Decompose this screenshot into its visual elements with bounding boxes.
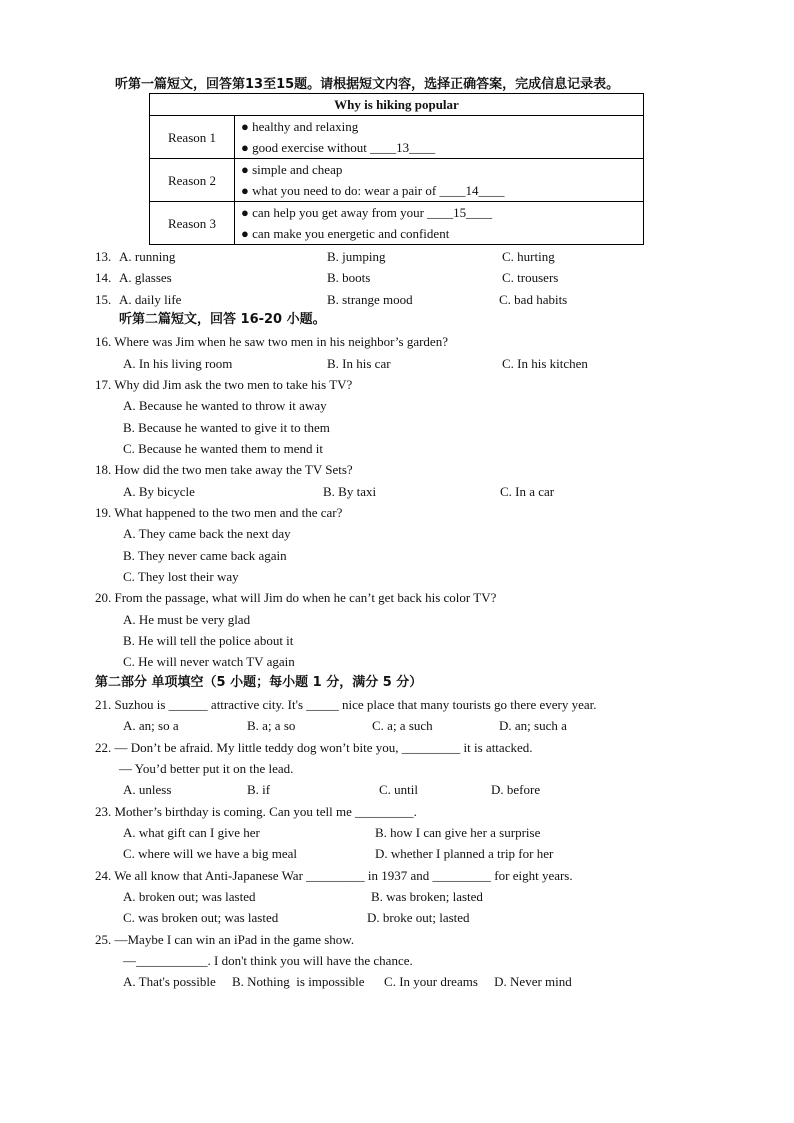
option-c: C. until	[379, 782, 419, 797]
bullet-item: ● can help you get away from your ____15____	[241, 205, 493, 220]
table-row	[150, 116, 644, 159]
option-c: C. bad habits	[499, 292, 568, 307]
reason-label: Reason 2	[150, 159, 235, 202]
option-a: A. unless	[123, 782, 172, 797]
option-c: C. He will never watch TV again	[123, 654, 295, 669]
question-stem: 20. From the passage, what will Jim do when he can’t get back his color TV?	[95, 590, 497, 605]
option-b: B. In his car	[327, 356, 391, 371]
option-a: A. daily life	[119, 292, 182, 307]
section1-instruction: 听第一篇短文，回答第13至15题。请根据短文内容，选择正确答案，完成信息记录表。	[115, 77, 620, 92]
options-line: A. That's possible B. Nothing is impossible C. In your dreams D. Never mind	[123, 974, 572, 989]
option-c: C. hurting	[502, 249, 555, 264]
question-stem: 16. Where was Jim when he saw two men in his neighbor’s garden?	[95, 334, 448, 349]
option-c: C. trousers	[502, 270, 559, 285]
option-b: B. was broken; lasted	[371, 889, 483, 904]
option-a: A. what gift can I give her	[123, 825, 260, 840]
question-stem-reply: — You’d better put it on the lead.	[119, 761, 294, 776]
option-a: A. glasses	[119, 270, 172, 285]
option-b: B. if	[247, 782, 271, 797]
question-stem: 19. What happened to the two men and the car?	[95, 505, 343, 520]
question-number: 14.	[95, 270, 112, 285]
option-b: B. boots	[327, 270, 371, 285]
question-number: 13.	[95, 249, 112, 264]
reason-label: Reason 3	[150, 202, 235, 245]
option-a: A. Because he wanted to throw it away	[123, 398, 327, 413]
table-row	[150, 202, 644, 245]
option-c: C. where will we have a big meal	[123, 846, 297, 861]
bullet-item: ● can make you energetic and confident	[241, 226, 450, 241]
option-d: D. broke out; lasted	[367, 910, 470, 925]
option-d: D. before	[491, 782, 541, 797]
option-a: A. broken out; was lasted	[123, 889, 256, 904]
option-a: A. They came back the next day	[123, 526, 291, 541]
option-a: A. running	[119, 249, 176, 264]
reason-bullets	[235, 202, 644, 245]
question-stem: 24. We all know that Anti-Japanese War _________ in 1937 and _________ for eight years.	[95, 868, 573, 883]
option-c: C. a; a such	[372, 718, 433, 733]
option-b: B. They never came back again	[123, 548, 287, 563]
option-c: C. In a car	[500, 484, 555, 499]
option-b: B. He will tell the police about it	[123, 633, 294, 648]
option-a: A. In his living room	[123, 356, 233, 371]
question-stem: 21. Suzhou is ______ attractive city. It's _____ nice place that many tourists go there every year.	[95, 697, 597, 712]
option-c: C. was broken out; was lasted	[123, 910, 279, 925]
question-stem: 23. Mother’s birthday is coming. Can you tell me _________.	[95, 804, 417, 819]
question-number: 15.	[95, 292, 112, 307]
option-c: C. In his kitchen	[502, 356, 588, 371]
option-a: A. He must be very glad	[123, 612, 251, 627]
option-b: B. Because he wanted to give it to them	[123, 420, 330, 435]
option-b: B. By taxi	[323, 484, 377, 499]
option-b: B. jumping	[327, 249, 386, 264]
section2-instruction: 听第二篇短文，回答 16-20 小题。	[119, 312, 326, 327]
bullet-item: ● simple and cheap	[241, 162, 343, 177]
table-row	[150, 159, 644, 202]
bullet-item: ● what you need to do: wear a pair of ____14____	[241, 183, 505, 198]
option-c: C. Because he wanted them to mend it	[123, 441, 324, 456]
option-b: B. strange mood	[327, 292, 413, 307]
part2-heading: 第二部分 单项填空（5 小题；每小题 1 分，满分 5 分）	[95, 675, 423, 690]
question-stem-reply: —___________. I don't think you will have the chance.	[123, 953, 413, 968]
option-c: C. They lost their way	[123, 569, 239, 584]
option-a: A. an; so a	[123, 718, 179, 733]
info-record-table	[149, 93, 644, 245]
question-stem: 25. —Maybe I can win an iPad in the game show.	[95, 932, 355, 947]
bullet-item: ● good exercise without ____13____	[241, 140, 436, 155]
reason-label: Reason 1	[150, 116, 235, 159]
table-title: Why is hiking popular	[150, 94, 644, 116]
option-b: B. how I can give her a surprise	[375, 825, 541, 840]
question-stem: 18. How did the two men take away the TV Sets?	[95, 462, 353, 477]
reason-bullets	[235, 116, 644, 159]
option-b: B. a; a so	[247, 718, 296, 733]
question-stem: 22. — Don’t be afraid. My little teddy dog won’t bite you, _________ it is attacked.	[95, 740, 533, 755]
question-stem: 17. Why did Jim ask the two men to take his TV?	[95, 377, 353, 392]
reason-bullets	[235, 159, 644, 202]
option-d: D. whether I planned a trip for her	[375, 846, 554, 861]
option-d: D. an; such a	[499, 718, 567, 733]
option-a: A. By bicycle	[123, 484, 195, 499]
bullet-item: ● healthy and relaxing	[241, 119, 359, 134]
